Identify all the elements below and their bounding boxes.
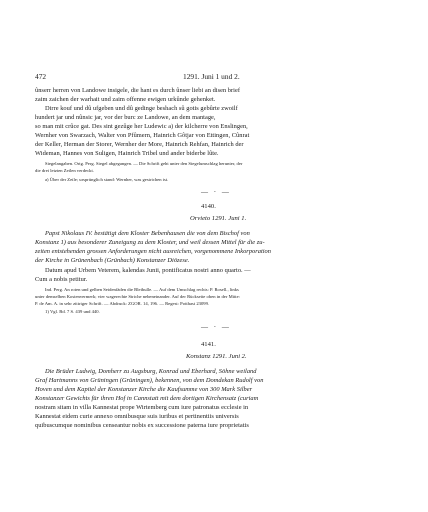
text-line: Dirre kouf und dû ufgeben und dû gedinge beshach sû gotis gebûrte zwoilf: [45, 105, 238, 112]
note-line: P. de Am. A. in sehr zittriger Schrift. — Abdruck: ZGOR. 14, 196. — Regest: Potthast 23099.: [35, 301, 210, 306]
document-number: 4141.: [201, 341, 216, 348]
separator: — · —: [201, 323, 231, 331]
text-line: hundert jar und nûnsic jar, vor der burc ze Landowe, an dem mantage,: [35, 114, 216, 121]
regest-line: Die Brüder Ludwig, Domherr zu Augsburg, Konrad und Eberhard, Söhne weiland: [45, 368, 257, 375]
document-number: 4140.: [201, 203, 216, 210]
running-title: 1291. Juni 1 und 2.: [183, 72, 240, 81]
regest-line: Papst Nikolaus IV. bestätigt dem Kloster Bebenhausen die von dem Bischof von: [45, 230, 250, 237]
note-line: die drei letzten Zeilen verdeckt.: [35, 168, 94, 173]
text-line: quibuscumque nominibus censeantur nobis ex successione paterna iure proprietatis: [35, 422, 249, 429]
text-line: Wernher von Swarzach, Walter von Pfûmern, Hainrich Gôtjar von Ettingen, Cûnrat: [35, 132, 250, 139]
regest-line: zeiten entstehenden grossen Anforderungen nicht ausreichen, vorgenommene Inkorporation: [35, 248, 271, 255]
regest-line: der Kirche in Grünenbach (Grünbach) Konstanzer Diözese.: [35, 257, 190, 264]
note-line: unter demselben Kostenvermerk; vier wagerechte Striche nebeneinander. Auf der Rückseite oben in der Mitte:: [35, 294, 240, 299]
separator: — · —: [201, 188, 231, 196]
regest-line: Graf Hartmanns von Grüningen (Grüningen), bekennen, von dem Domdekan Rudolf von: [35, 377, 264, 384]
footnote: 1) Vgl. Bd. 7 S. 439 und 440.: [45, 309, 100, 314]
text-line: ûnserr herren von Landowe insigele, die hant es durch ûnser liebi an disen brief: [35, 87, 240, 94]
text-line: der Keller, Herman der Storer, Wernher der More, Hainrich Rehfan, Hainrich der: [35, 141, 244, 148]
regest-line: Hoven und dem Kapitel der Konstanzer Kirche die Kaufsumme von 300 Mark Silber: [35, 386, 253, 393]
place-date: Konstanz 1291. Juni 2.: [186, 353, 247, 360]
text-line: Datum apud Urbem Veterem, kalendas Junii, pontificatus nostri anno quarto. —: [45, 267, 251, 274]
text-line: nostram sitam in villa Kannestat prope Wirtemberg cum iure patronatus ecclesie in: [35, 404, 249, 411]
regest-line: Konstanz 1) aus besonderer Zuneigung zu dem Kloster, und weil dessen Mittel für die zu-: [35, 239, 265, 246]
place-date: Orvieto 1291. Juni 1.: [190, 215, 247, 222]
text-line: so man mit crûce gat. Des sint gezûge her Ludewic a) der kilcherre von Enslingen,: [35, 123, 248, 130]
text-line: Wideman, Hannes von Suligen, Hainrich Tribel und ander biderbe lûte.: [35, 150, 219, 157]
note-line: Ind. Perg. An roten und gelben Seidenfäden die Bleibulle. — Auf dem Umschlag rechts: P. Rosell., links: [45, 287, 239, 292]
footnote: a) Über der Zeile; ursprünglich stand: Wernher, was gestrichen ist.: [45, 177, 169, 182]
text-line: Kannestat eidem curie annexo omnibusque suis iuribus et pertinentiis universis: [35, 413, 239, 420]
note-line: Siegelangaben. Orig. Perg. Siegel abgegangen. — Die Schrift geht unter den Siegelumschlag herunter, der: [45, 161, 243, 166]
regest-line: Konstanzer Gewichts für ihren Hof in Cannstatt mit dem dortigen Kirchensatz (curiam: [35, 395, 259, 402]
text-line: Cum a nobis petitur.: [35, 276, 88, 283]
text-line: zaim zaichen der warhait und zaim offenne ewigen urkûnde gehenket.: [35, 96, 216, 103]
page-number: 472: [35, 72, 47, 81]
